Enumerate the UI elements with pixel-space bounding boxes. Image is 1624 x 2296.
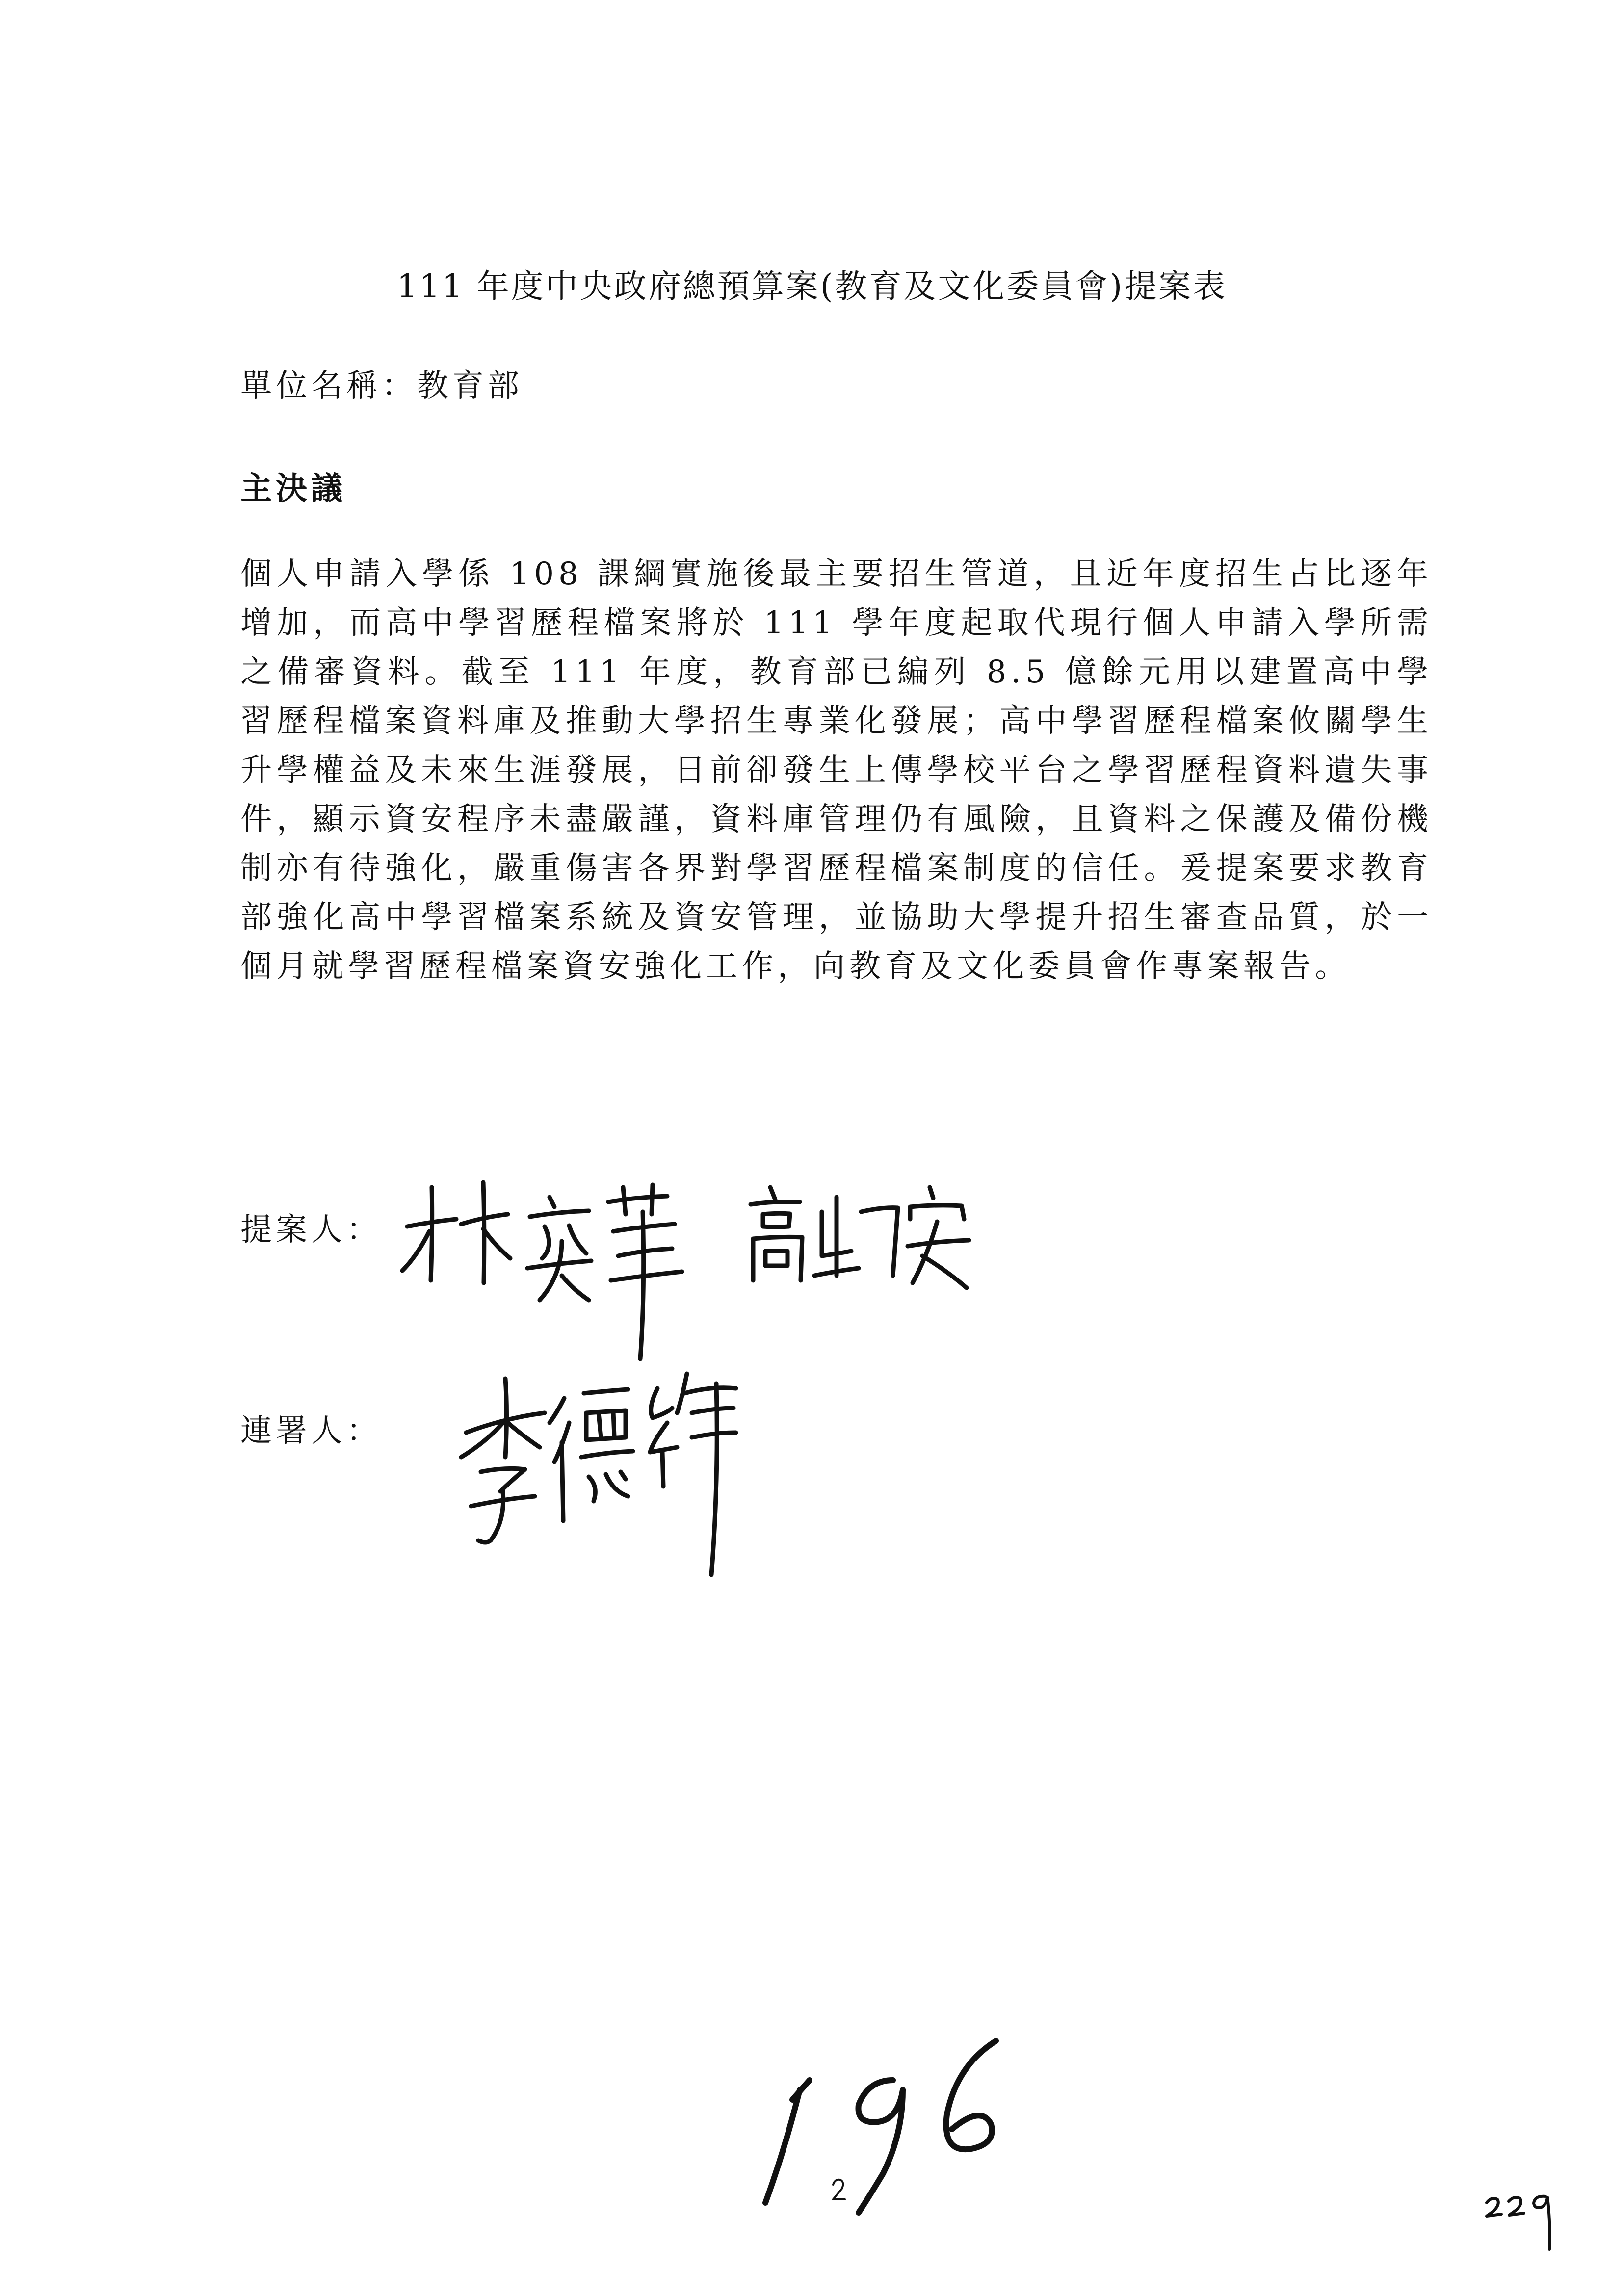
proposer-signature-2	[741, 1177, 976, 1305]
proposer-signature-1	[393, 1168, 711, 1374]
cosigner-signature	[451, 1359, 756, 1594]
small-page-number	[829, 2176, 849, 2205]
unit-label: 單位名稱：	[240, 368, 417, 404]
resolution-body: 個人申請入學係 108 課綱實施後最主要招生管道，且近年度招生占比逐年增加，而高中學習歷程檔案將於 111 學年度起取代現行個人申請入學所需之備審資料。截至 111 年度，教育部已編列 8.5 億餘元用以建置高中學習歷程檔案資料庫及推動大學招生專業化發展；高中學習歷程檔案攸關學生升學權益及未來生涯發展，日前卻發生上傳學校平台之學習歷程資料遺失事件，顯示資安程序未盡嚴謹，資料庫管理仍有風險，且資料之保護及備份機制亦有待強化，嚴重傷害各界對學習歷程檔案制度的信任。爰提案要求教育部強化高中學習檔案系統及資安管理，並協助大學提升招生審查品質，於一個月就學習歷程檔案資安強化工作，向教育及文化委員會作專案報告。	[240, 556, 1433, 985]
unit-value: 教育部	[417, 368, 523, 404]
cosigner-label: 連署人：	[240, 1413, 382, 1449]
handwritten-number-196	[746, 2026, 1021, 2222]
proposer-label: 提案人：	[240, 1212, 382, 1248]
document-title: 111 年度中央政府總預算案(教育及文化委員會)提案表	[396, 267, 1228, 305]
resolution-heading: 主決議	[240, 470, 346, 507]
handwritten-number-229	[1482, 2186, 1565, 2254]
unit-line	[240, 361, 523, 406]
